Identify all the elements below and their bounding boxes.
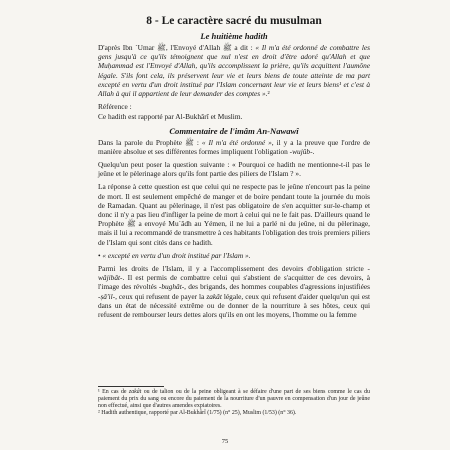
- reference-label: Référence :: [98, 102, 132, 112]
- para5-d: -, ceux qui refusent de payer la: [112, 291, 207, 301]
- commentary-paragraph-2: Quelqu'un peut poser la question suivante : « Pourquoi ce hadith ne mentionne-t-il pas le jeûne et le pèlerinage alors qu'ils font partie des piliers de l'Islam ? ».: [98, 160, 370, 179]
- commentary-paragraph-3: La réponse à cette question est que celui qui ne respecte pas le jeûne n'encourt pas la peine de mort. Il est seulement empêché de manger et de boire pendant toute la journée du mois de Ramadan. Quant au pèlerinage, il n'est pas obligatoire de s'en acquitter sur-le-champ et donc il n'y a pas lieu d'infliger la peine de mort à celui qui ne le fait pas. D'ailleurs quand le Prophète ﷺ a envoyé Mu`âdh au Yémen, il ne lui a parlé ni du jeûne, ni du pèlerinage, mais il lui a recommandé de transmettre à ces habitants l'obligation des trois premiers piliers de l'Islam qui sont cités dans ce hadith.: [98, 182, 370, 247]
- para5-term-wajibat: wâjibât: [98, 273, 121, 283]
- para1-lead: Dans la parole du Prophète ﷺ :: [98, 137, 202, 147]
- hadith-note-mark: ²: [267, 89, 270, 99]
- para5-a: Parmi les droits de l'Islam, il y a l'accomplissement des devoirs d'obligation stricte -: [98, 264, 370, 274]
- commentary-heading: Commentaire de l'imâm An-Nawawî: [169, 125, 299, 136]
- commentary-paragraph-1: [98, 138, 370, 156]
- hadith-tail: ¹ et c'est à Allah à qui il appartient de leur demander des comptes ».: [98, 79, 370, 99]
- commentary-paragraph-5: [98, 264, 370, 319]
- para5-e: légale, ceux qui refusent d'aider quelqu'un qui est dans un état de nécessité extrême ou de donner de la nourriture à ses hôtes, ceux qui refusent de rembourser leurs dettes alors qu'ils en ont les moyens, l'homme ou la femme: [98, 291, 370, 320]
- para5-c: -, des brigands, des hommes coupables d'agressions injustifiées -: [98, 282, 371, 301]
- para1-end: -.: [310, 146, 315, 156]
- footnote-1: [98, 389, 370, 410]
- hadith-quote: « Il m'a été ordonné de combattre les gens jusqu'à ce qu'ils témoignent que nul n'est en droit d'être adoré qu'Allah et que Muḥammad est l'Envoyé d'Allah, qu'ils accomplissent la prière, qu'ils acquittent l'aumône légale. S'ils font cela, ils préservent leur vie et leurs biens de toute atteinte de ma part excepté en vertu d'un droit institué par l'Islam concernant leur vie et leurs biens: [98, 43, 370, 89]
- hadith-lead: D'après Ibn `Umar ﷺ, l'Envoyé d'Allah ﷺ a dit :: [98, 43, 256, 52]
- footnote1-term: zakât: [128, 389, 142, 395]
- main-text-block: [98, 14, 370, 320]
- page-number: 75: [221, 438, 229, 445]
- para5-term-bughat: bughât: [161, 282, 182, 292]
- reference-text: Ce hadith est rapporté par Al-Bukhârî et Muslim.: [98, 112, 243, 122]
- hadith-heading: Le huitième hadith: [200, 31, 268, 41]
- footnote1-b: ou de talion ou de la peine obligeant à se défaire d'une part de ses biens comme le cas du paiement du prix du sang ou encore du paiement de la nourriture d'un pauvre en compensation d'un jour de jeûne non effectué, ainsi que d'autres amendes expiatoires.: [98, 389, 370, 410]
- para1-quote: « Il m'a été ordonné »: [201, 137, 272, 147]
- footnote1-a: ¹ En cas de: [98, 389, 129, 395]
- para5-term-zakat: zakât: [206, 291, 222, 301]
- para5-term-sail: ṣâ'il: [100, 291, 113, 301]
- footnote-rule: [98, 386, 164, 387]
- bullet-marker: •: [98, 250, 101, 260]
- chapter-title: 8 - Le caractère sacré du musulman: [146, 15, 322, 27]
- hadith-paragraph: [98, 43, 370, 98]
- para1-rest: , il y a la preuve que l'ordre de manière absolue et ses différentes formes impliquent l'obligation -: [98, 137, 370, 156]
- para5-b: -. Il est permis de combattre celui qui s'abstient de s'acquitter de ces devoirs, à l'image des révoltés -: [98, 273, 370, 292]
- footnote-2: ² Hadith authentique, rapporté par Al-Bukhârî (1/75) (n° 25), Muslim (1/53) (n° 36).: [98, 410, 297, 417]
- para4-quote: « excepté en vertu d'un droit institué par l'Islam ».: [102, 250, 251, 260]
- footnotes: [98, 389, 370, 417]
- para1-term: wujûb: [292, 146, 311, 156]
- commentary-paragraph-4: [98, 251, 370, 260]
